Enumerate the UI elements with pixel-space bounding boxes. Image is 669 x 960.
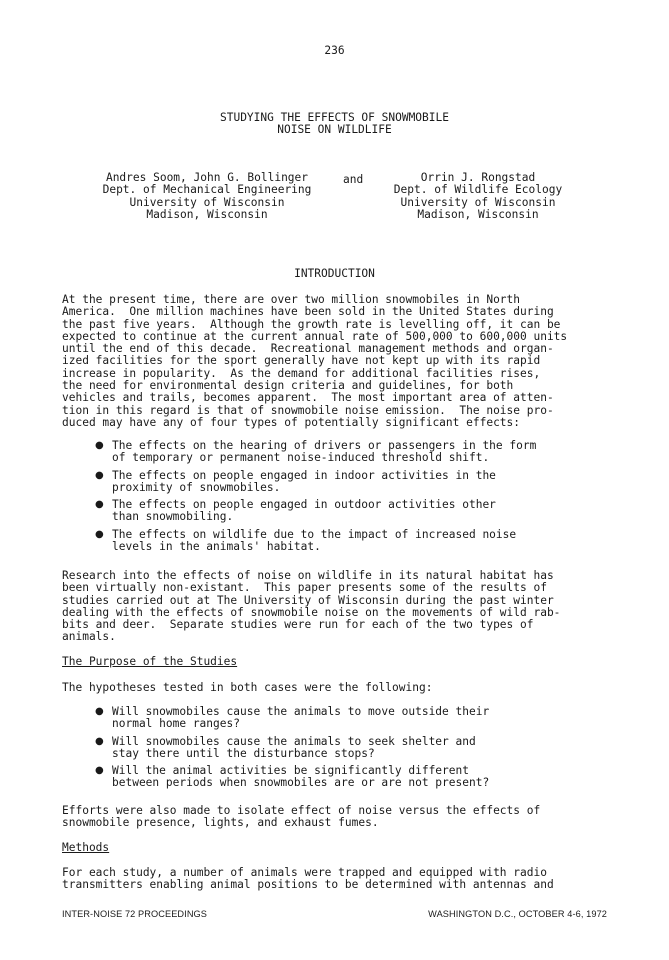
effects-list [90, 440, 570, 558]
bullet-icon: ● [95, 706, 104, 717]
list-item [90, 529, 570, 554]
list-item [90, 440, 570, 465]
bullet-icon: ● [95, 499, 104, 511]
footer-location-date: WASHINGTON D.C., OCTOBER 4-6, 1972 [428, 909, 607, 919]
list-item-text: Will the animal activities be significantly different between periods when snowmobiles are or are not present? [112, 764, 490, 790]
research-paragraph: Research into the effects of noise on wildlife in its natural habitat has been virtually non-existant. This paper presents some of the results of studies carried out at The University of Wisconsin during the past winter dealing with the effects of snowmobile noise on the movements of wild rab- bits and deer. Separate studies were run for each of the two types of animals. [62, 569, 561, 644]
efforts-paragraph: Efforts were also made to isolate effect of noise versus the effects of snowmobile presence, lights, and exhaust fumes. [62, 804, 541, 830]
hypotheses-list [90, 706, 570, 795]
bullet-icon: ● [95, 765, 104, 777]
bullet-icon: ● [95, 440, 104, 451]
methods-paragraph: For each study, a number of animals were trapped and equipped with radio transmitters enabling animal positions to be determined with antennas and [62, 866, 554, 892]
bullet-icon: ● [95, 469, 104, 481]
purpose-heading: The Purpose of the Studies [62, 655, 238, 668]
list-item [90, 470, 570, 495]
hypotheses-intro: The hypotheses tested in both cases were the following: [62, 681, 433, 694]
footer-proceedings: INTER-NOISE 72 PROCEEDINGS [62, 909, 208, 919]
authors-conjunction: and [343, 173, 364, 186]
page-number: 236 [324, 44, 345, 57]
authors-right-block: Orrin J. Rongstad Dept. of Wildlife Ecology University of Wisconsin Madison, Wisconsin [393, 171, 563, 221]
list-item-text: The effects on the hearing of drivers or passengers in the form of temporary or permanent noise-induced threshold shift. [112, 439, 537, 465]
bullet-icon: ● [95, 528, 104, 540]
list-item [90, 736, 570, 761]
list-item-text: The effects on wildlife due to the impact of increased noise levels in the animals' habitat. [112, 527, 517, 554]
bullet-icon: ● [95, 735, 104, 747]
list-item-text: Will snowmobiles cause the animals to seek shelter and stay there until the disturbance stops? [112, 734, 476, 760]
list-item [90, 765, 570, 790]
introduction-paragraph: At the present time, there are over two million snowmobiles in North America. One million machines have been sold in the United States during the past five years. Although the growth rate is levelling off, it can be expected to continue at the current annual rate of 500,000 to 600,000 units until the end of this decade. Recreational management methods and organ- ized facilities for the sport generally have not kept up with its rapid increase in popularity. As the demand for additional facilities rises, the need for environmental design criteria and guidelines, for both vehicles and trails, becomes apparent. The most important area of atten- tion in this regard is that of snowmobile noise emission. The noise pro- duced may have any of four types of potentially significant effects: [62, 293, 568, 429]
list-item [90, 499, 570, 524]
list-item-text: The effects on people engaged in outdoor activities other than snowmobiling. [112, 498, 496, 524]
list-item [90, 706, 570, 731]
list-item-text: Will snowmobiles cause the animals to move outside their normal home ranges? [112, 705, 490, 731]
authors-left-block: Andres Soom, John G. Bollinger Dept. of Mechanical Engineering University of Wisconsin Madison, Wisconsin [102, 171, 312, 221]
methods-heading: Methods [62, 841, 110, 854]
introduction-heading: INTRODUCTION [294, 267, 375, 280]
paper-title: STUDYING THE EFFECTS OF SNOWMOBILE NOISE ON WILDLIFE [219, 111, 449, 137]
list-item-text: The effects on people engaged in indoor activities in the proximity of snowmobiles. [112, 468, 496, 494]
